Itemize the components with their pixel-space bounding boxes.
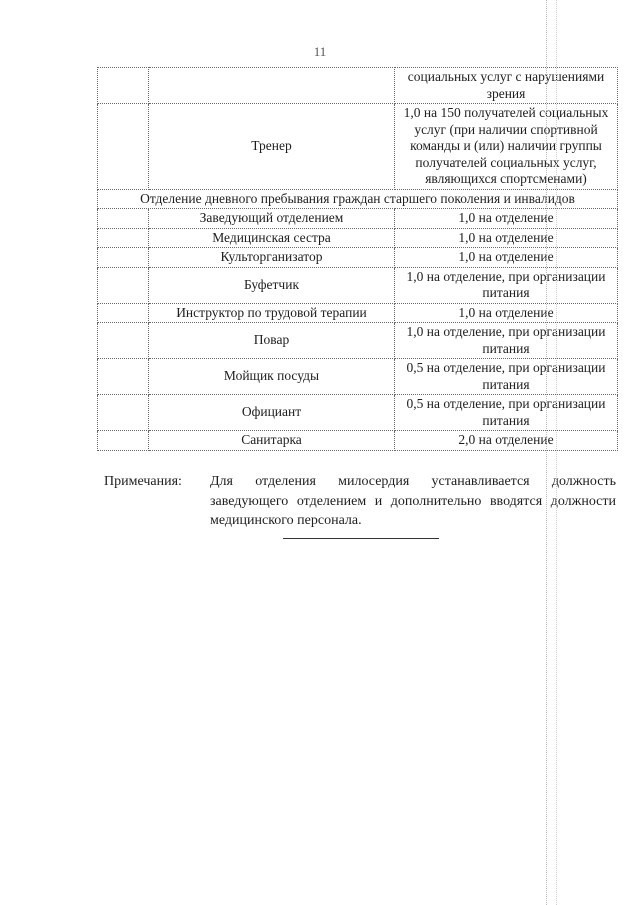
position-cell: Санитарка [149, 431, 395, 451]
index-cell [98, 248, 149, 268]
index-cell [98, 323, 149, 359]
end-divider [283, 538, 439, 539]
norm-cell: социальных услуг с нарушениями зрения [395, 68, 618, 104]
scan-artifact-line [546, 0, 547, 905]
index-cell [98, 228, 149, 248]
staffing-table [97, 67, 618, 451]
section-header-row [98, 189, 618, 209]
position-cell: Буфетчик [149, 267, 395, 303]
norm-cell: 1,0 на отделение [395, 209, 618, 229]
position-cell: Официант [149, 395, 395, 431]
table-row [98, 228, 618, 248]
table-row [98, 303, 618, 323]
index-cell [98, 68, 149, 104]
norm-cell: 1,0 на отделение [395, 228, 618, 248]
table-row [98, 209, 618, 229]
table-row [98, 267, 618, 303]
norm-cell: 1,0 на 150 получателей социальных услуг (при наличии спортивной команды и (или) наличии группы получателей социальных услуг, являющихся спортсменами) [395, 104, 618, 190]
table-row [98, 359, 618, 395]
table-row [98, 395, 618, 431]
index-cell [98, 209, 149, 229]
position-cell [149, 68, 395, 104]
index-cell [98, 303, 149, 323]
index-cell [98, 431, 149, 451]
table-row [98, 431, 618, 451]
table-row [98, 248, 618, 268]
position-cell: Инструктор по трудовой терапии [149, 303, 395, 323]
norm-cell: 2,0 на отделение [395, 431, 618, 451]
index-cell [98, 359, 149, 395]
position-cell: Тренер [149, 104, 395, 190]
norm-cell: 1,0 на отделение, при организации питания [395, 267, 618, 303]
position-cell: Мойщик посуды [149, 359, 395, 395]
notes-block [104, 472, 616, 531]
table-row [98, 104, 618, 190]
position-cell: Культорганизатор [149, 248, 395, 268]
index-cell [98, 267, 149, 303]
norm-cell: 1,0 на отделение, при организации питания [395, 323, 618, 359]
scan-artifact-line [556, 0, 557, 905]
position-cell: Повар [149, 323, 395, 359]
norm-cell: 1,0 на отделение [395, 248, 618, 268]
norm-cell: 1,0 на отделение [395, 303, 618, 323]
position-cell: Медицинская сестра [149, 228, 395, 248]
section-title: Отделение дневного пребывания граждан старшего поколения и инвалидов [98, 189, 618, 209]
notes-label: Примечания: [104, 474, 182, 489]
table-row [98, 68, 618, 104]
table-row [98, 323, 618, 359]
position-cell: Заведующий отделением [149, 209, 395, 229]
page-number: 11 [313, 44, 327, 59]
index-cell [98, 104, 149, 190]
norm-cell: 0,5 на отделение, при организации питания [395, 395, 618, 431]
notes-text: Для отделения милосердия устанавливается должность заведующего отделением и дополнительно вводятся должности медицинского персонала. [210, 474, 616, 528]
index-cell [98, 395, 149, 431]
norm-cell: 0,5 на отделение, при организации питания [395, 359, 618, 395]
